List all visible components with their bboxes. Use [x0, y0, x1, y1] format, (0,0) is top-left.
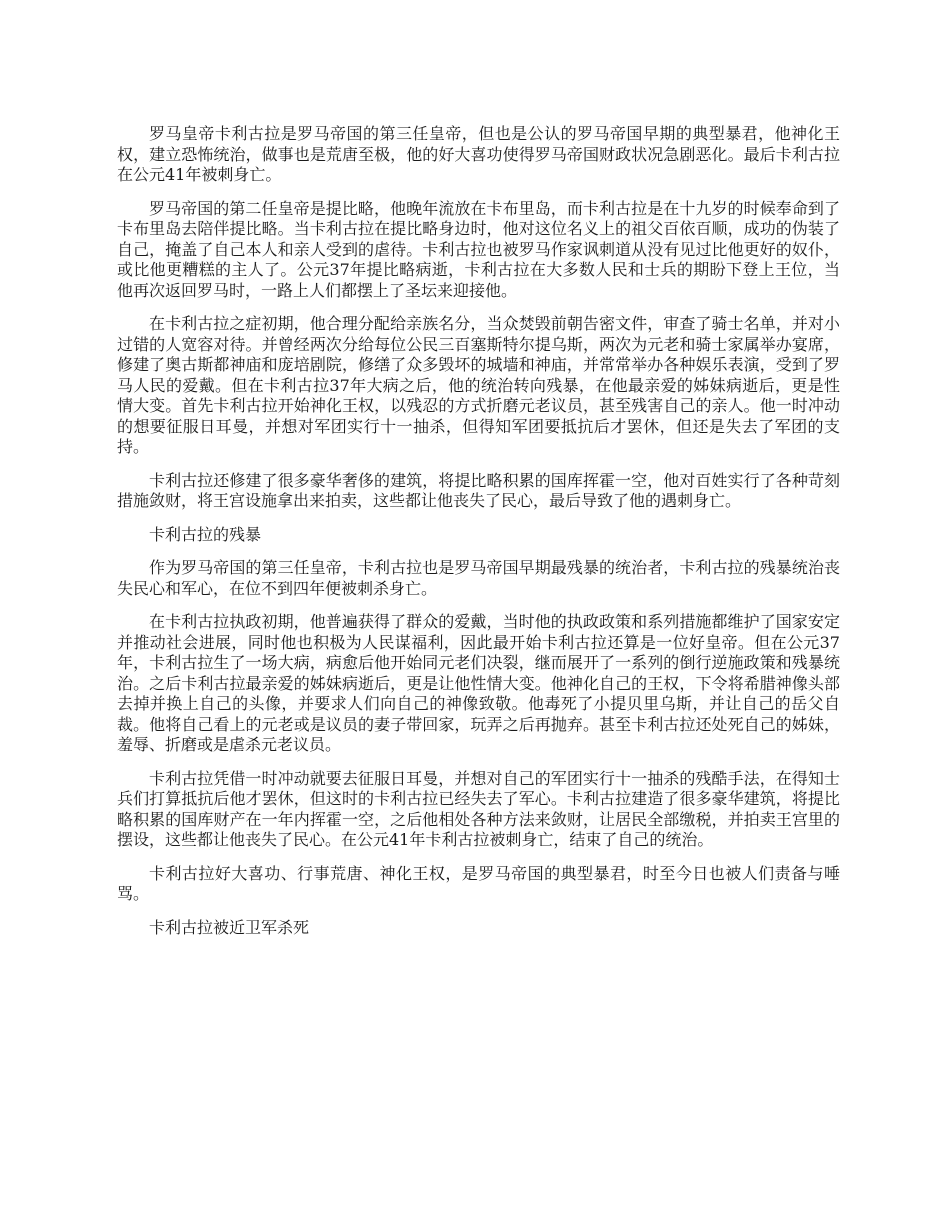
paragraph-cruelty-details: 在卡利古拉执政初期，他普遍获得了群众的爱戴，当时他的执政政策和系列措施都维护了国家安定并推动社会进展，同时他也积极为人民谋福利，因此最开始卡利古拉还算是一位好皇帝。但在公元37年，卡利古拉生了一场大病，病愈后他开始同元老们决裂，继而展开了一系列的倒行逆施政策和残暴统治。之后卡利古拉最亲爱的姊妹病逝后，更是让他性情大变。他神化自己的王权，下令将希腊神像头部去掉并换上自己的头像，并要求人们向自己的神像致敬。他毒死了小提贝里乌斯，并让自己的岳父自裁。他将自己看上的元老或是议员的妻子带回家，玩弄之后再抛弃。甚至卡利古拉还处死自己的姊妹，羞辱、折磨或是虐杀元老议员。 — [117, 612, 840, 754]
paragraph-intro: 罗马皇帝卡利古拉是罗马帝国的第三任皇帝，但也是公认的罗马帝国早期的典型暴君，他神化王权，建立恐怖统治，做事也是荒唐至极，他的好大喜功使得罗马帝国财政状况急剧恶化。最后卡利古拉在公元41年被刺身亡。 — [117, 124, 840, 184]
section-heading-assassination: 卡利古拉被近卫军杀死 — [149, 917, 310, 937]
paragraph-early-reign: 在卡利古拉之症初期，他合理分配给亲族名分，当众焚毁前朝告密文件，审查了骑士名单，并对小过错的人宽容对待。并曾经两次分给每位公民三百塞斯特尔提乌斯，两次为元老和骑士家属举办宴席，修建了奥古斯都神庙和庞培剧院，修缮了众多毁坏的城墙和神庙，并常常举办各种娱乐表演，受到了罗马人民的爱戴。但在卡利古拉37年大病之后，他的统治转向残暴，在他最亲爱的姊妹病逝后，更是性情大变。首先卡利古拉开始神化王权，以残忍的方式折磨元老议员，甚至残害自己的亲人。他一时冲动的想要征服日耳曼，并想对军团实行十一抽杀，但得知军团要抵抗后才罢休，但还是失去了军团的支持。 — [117, 314, 840, 456]
paragraph-extravagance: 卡利古拉还修建了很多豪华奢侈的建筑，将提比略积累的国库挥霍一空，他对百姓实行了各种苛刻措施敛财，将王宫设施拿出来拍卖，这些都让他丧失了民心，最后导致了他的遇刺身亡。 — [117, 470, 840, 510]
paragraph-cruelty-summary: 作为罗马帝国的第三任皇帝，卡利古拉也是罗马帝国早期最残暴的统治者，卡利古拉的残暴统治丧失民心和军心，在位不到四年便被刺杀身亡。 — [117, 558, 840, 598]
paragraph-conclusion: 卡利古拉好大喜功、行事荒唐、神化王权，是罗马帝国的典型暴君，时至今日也被人们责备与唾骂。 — [117, 863, 840, 903]
paragraph-accession: 罗马帝国的第二任皇帝是提比略，他晚年流放在卡布里岛，而卡利古拉是在十九岁的时候奉命到了卡布里岛去陪伴提比略。当卡利古拉在提比略身边时，他对这位名义上的祖父百依百顺，成功的伪装了自己，掩盖了自己本人和亲人受到的虐待。卡利古拉也被罗马作家讽刺道从没有见过比他更好的奴仆，或比他更糟糕的主人了。公元37年提比略病逝，卡利古拉在大多数人民和士兵的期盼下登上王位，当他再次返回罗马时，一路上人们都摆上了圣坛来迎接他。 — [117, 198, 840, 300]
section-heading-cruelty: 卡利古拉的残暴 — [149, 524, 262, 544]
document-page — [117, 124, 840, 951]
paragraph-army-and-finances: 卡利古拉凭借一时冲动就要去征服日耳曼，并想对自己的军团实行十一抽杀的残酷手法，在得知士兵们打算抵抗后他才罢休，但这时的卡利古拉已经失去了军心。卡利古拉建造了很多豪华建筑，将提比略积累的国库财产在一年内挥霍一空，之后他相处各种方法来敛财，让居民全部缴税，并拍卖王宫里的摆设，这些都让他丧失了民心。在公元41年卡利古拉被刺身亡，结束了自己的统治。 — [117, 768, 840, 849]
